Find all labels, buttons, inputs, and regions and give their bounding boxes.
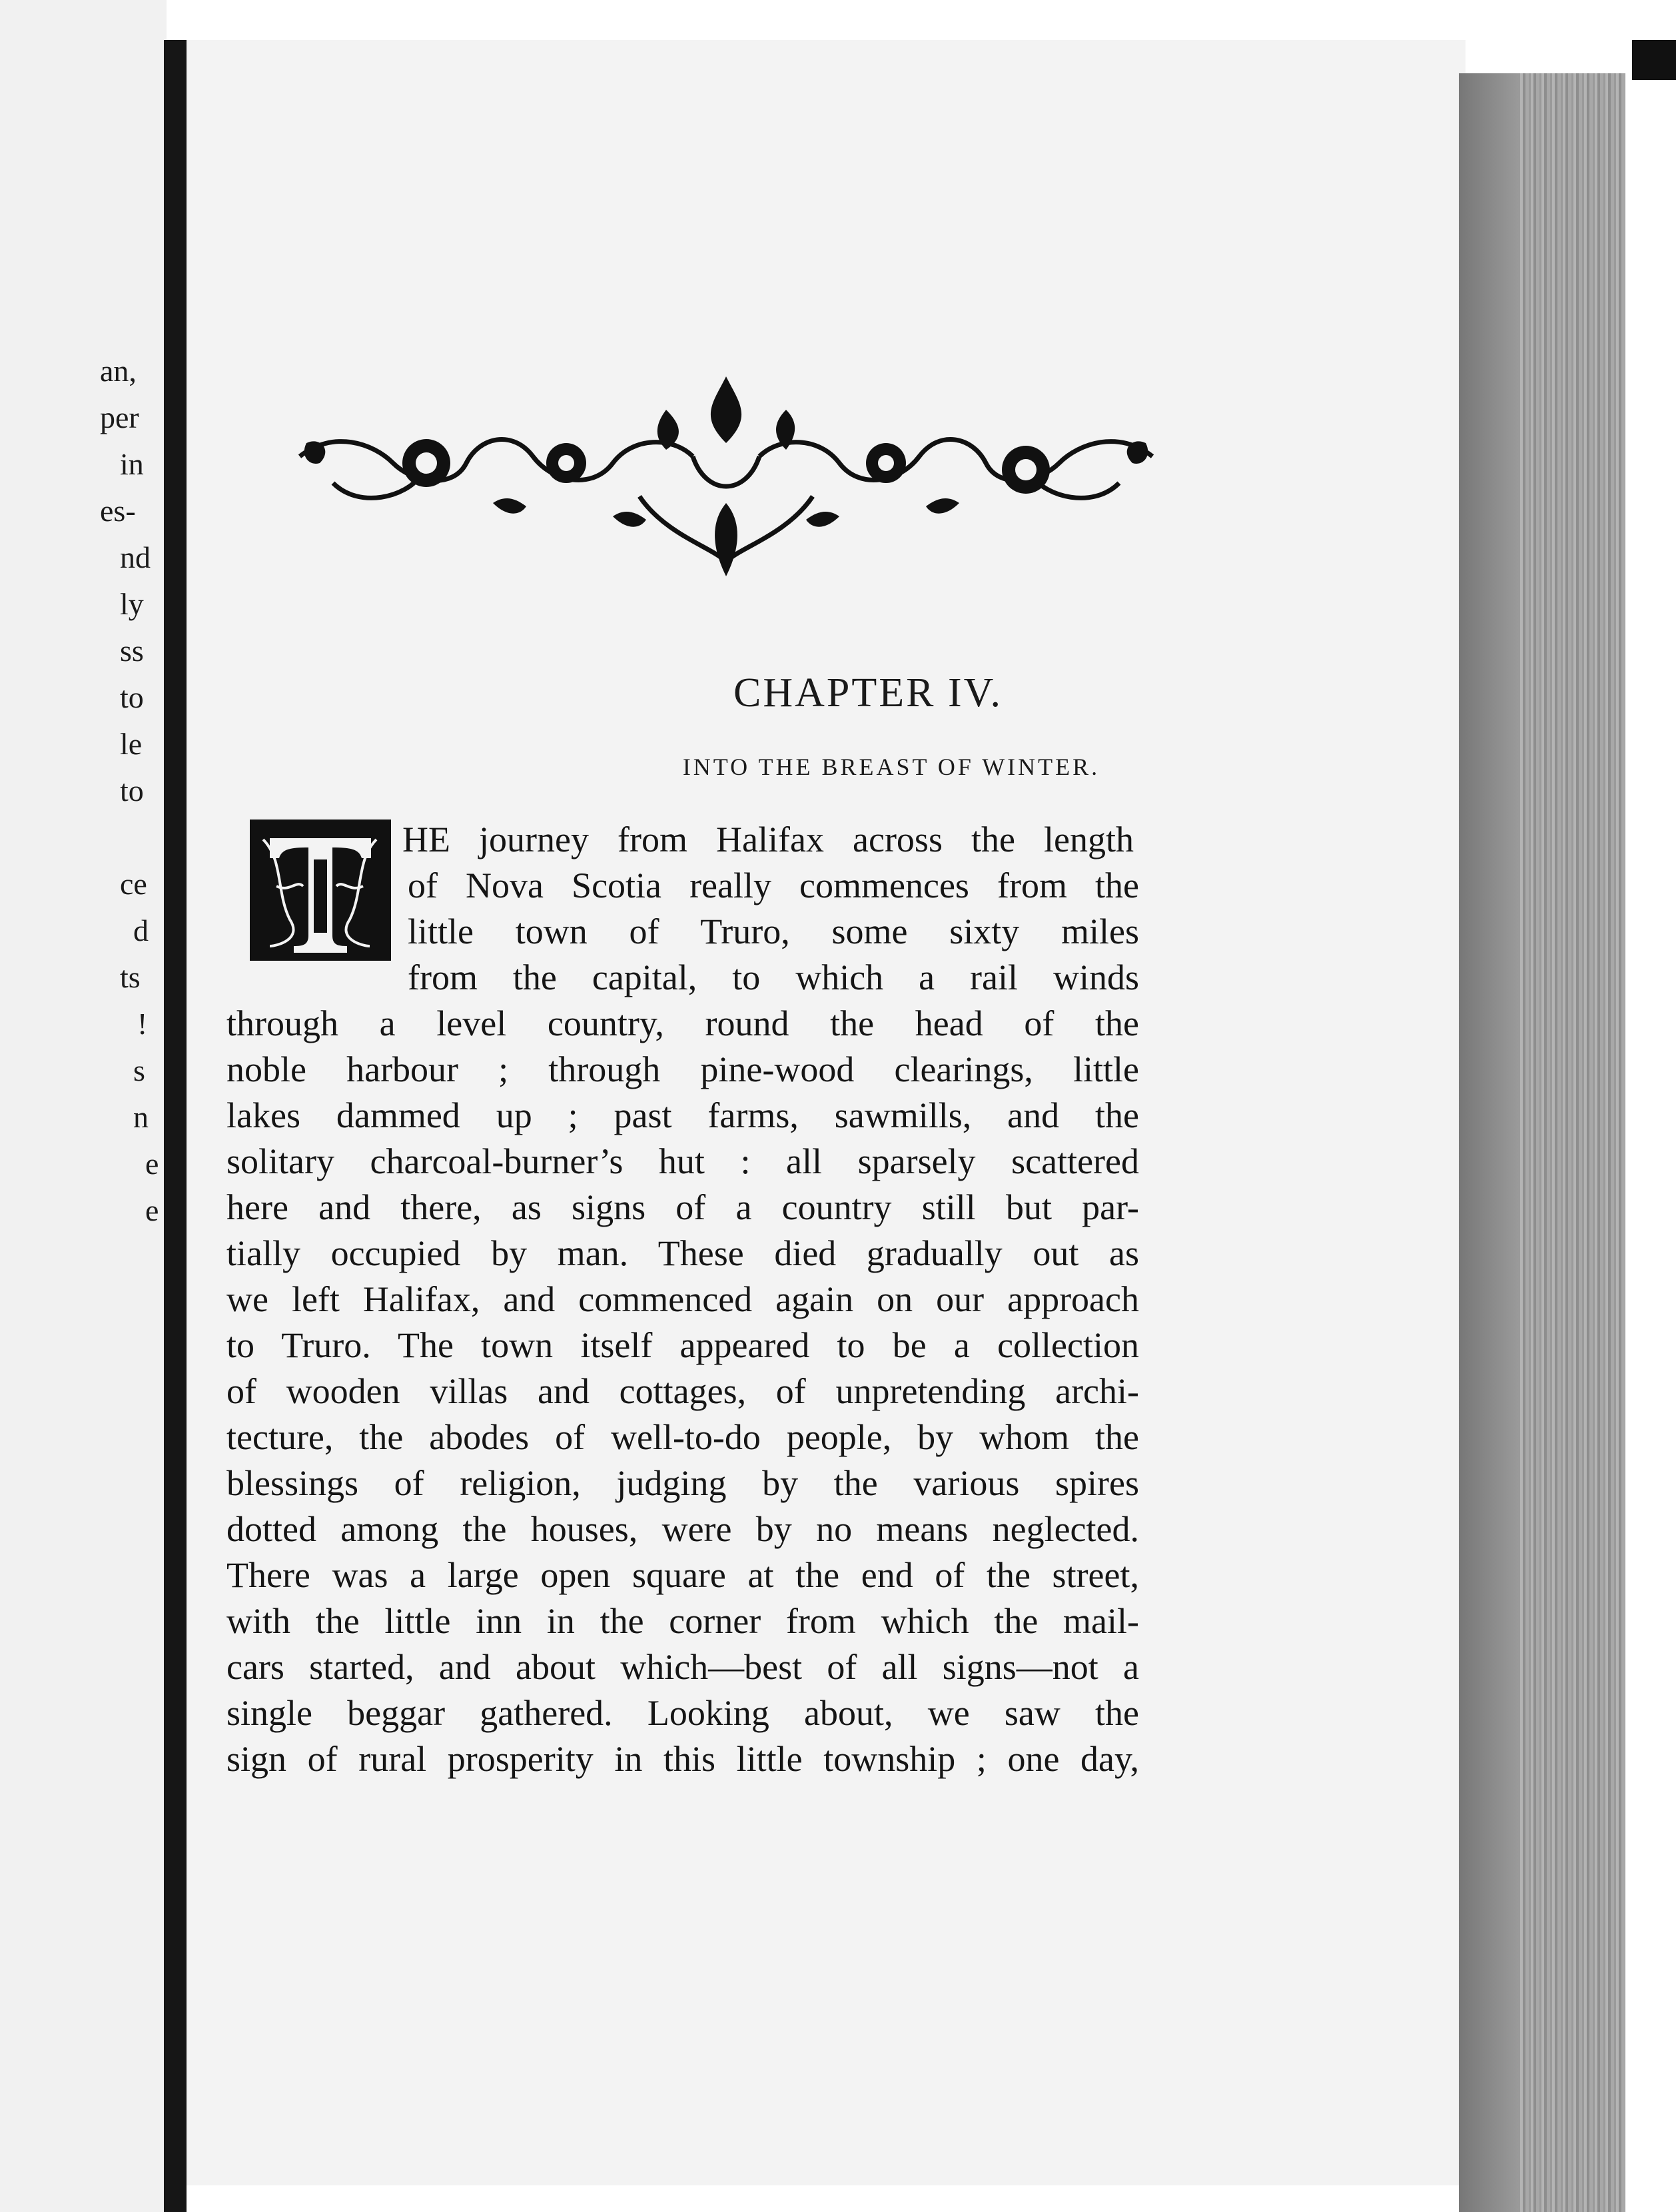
left-page-fragment: in bbox=[120, 447, 144, 481]
left-page-fragment: an, bbox=[100, 354, 137, 388]
text-line: through a level country, round the head of the bbox=[226, 1003, 1139, 1043]
left-page-fragment: le bbox=[120, 727, 143, 761]
left-page-fragment: e bbox=[145, 1147, 159, 1181]
text-line: sign of rural prosperity in this little township ; one day, bbox=[226, 1739, 1139, 1779]
left-page-fragment: d bbox=[133, 913, 149, 947]
text-line: with the little inn in the corner from which the mail- bbox=[226, 1601, 1139, 1641]
text-line: here and there, as signs of a country still but par- bbox=[226, 1187, 1139, 1227]
text-line: dotted among the houses, were by no means neglected. bbox=[226, 1509, 1139, 1549]
left-page-fragment: nd bbox=[120, 540, 151, 574]
chapter-title: CHAPTER IV. bbox=[733, 670, 1003, 716]
left-page-fragment: to bbox=[120, 774, 144, 808]
page-rim bbox=[1625, 60, 1676, 2212]
left-page-fragment: to bbox=[120, 680, 144, 714]
page-edges-shadow bbox=[1459, 73, 1519, 2212]
text-line: single beggar gathered. Looking about, we saw the bbox=[226, 1693, 1139, 1733]
text-line: tially occupied by man. These died gradually out as bbox=[226, 1233, 1139, 1273]
text-line: we left Halifax, and commenced again on our approach bbox=[226, 1279, 1139, 1319]
book-gutter bbox=[164, 40, 187, 2212]
text-line: from the capital, to which a rail winds bbox=[408, 957, 1139, 997]
text-line: of Nova Scotia really commences from the bbox=[408, 865, 1139, 905]
text-line: solitary charcoal-burner’s hut : all sparsely scattered bbox=[226, 1141, 1139, 1181]
chapter-subtitle: INTO THE BREAST OF WINTER. bbox=[682, 754, 1100, 780]
left-page-fragment: ! bbox=[137, 1007, 148, 1041]
text-line: to Truro. The town itself appeared to be a collection bbox=[226, 1325, 1139, 1365]
text-line: cars started, and about which—best of all signs—not a bbox=[226, 1647, 1139, 1687]
ornament-headpiece bbox=[293, 363, 1159, 576]
drop-cap-ornament bbox=[250, 820, 391, 961]
left-page-fragment: n bbox=[133, 1100, 149, 1134]
text-line: HE journey from Halifax across the length bbox=[402, 820, 1134, 859]
left-page-fragment: ss bbox=[120, 634, 144, 668]
left-page-fragment: ce bbox=[120, 867, 147, 901]
text-line: tecture, the abodes of well-to-do people, by whom the bbox=[226, 1417, 1139, 1457]
left-page-fragment: ly bbox=[120, 587, 144, 621]
text-line: blessings of religion, judging by the various spires bbox=[226, 1463, 1139, 1503]
left-page-fragment: per bbox=[100, 400, 139, 434]
text-line: little town of Truro, some sixty miles bbox=[408, 911, 1139, 951]
text-line: There was a large open square at the end of the street, bbox=[226, 1555, 1139, 1595]
corner-shadow bbox=[1632, 40, 1676, 80]
left-page-fragment: es- bbox=[100, 494, 136, 528]
left-page-fragment: ts bbox=[120, 960, 141, 994]
left-page-fragment: e bbox=[145, 1193, 159, 1227]
left-page-fragment: s bbox=[133, 1053, 145, 1087]
text-line: lakes dammed up ; past farms, sawmills, and the bbox=[226, 1095, 1139, 1135]
text-line: of wooden villas and cottages, of unpretending archi- bbox=[226, 1371, 1139, 1411]
text-line: noble harbour ; through pine-wood clearings, little bbox=[226, 1049, 1139, 1089]
